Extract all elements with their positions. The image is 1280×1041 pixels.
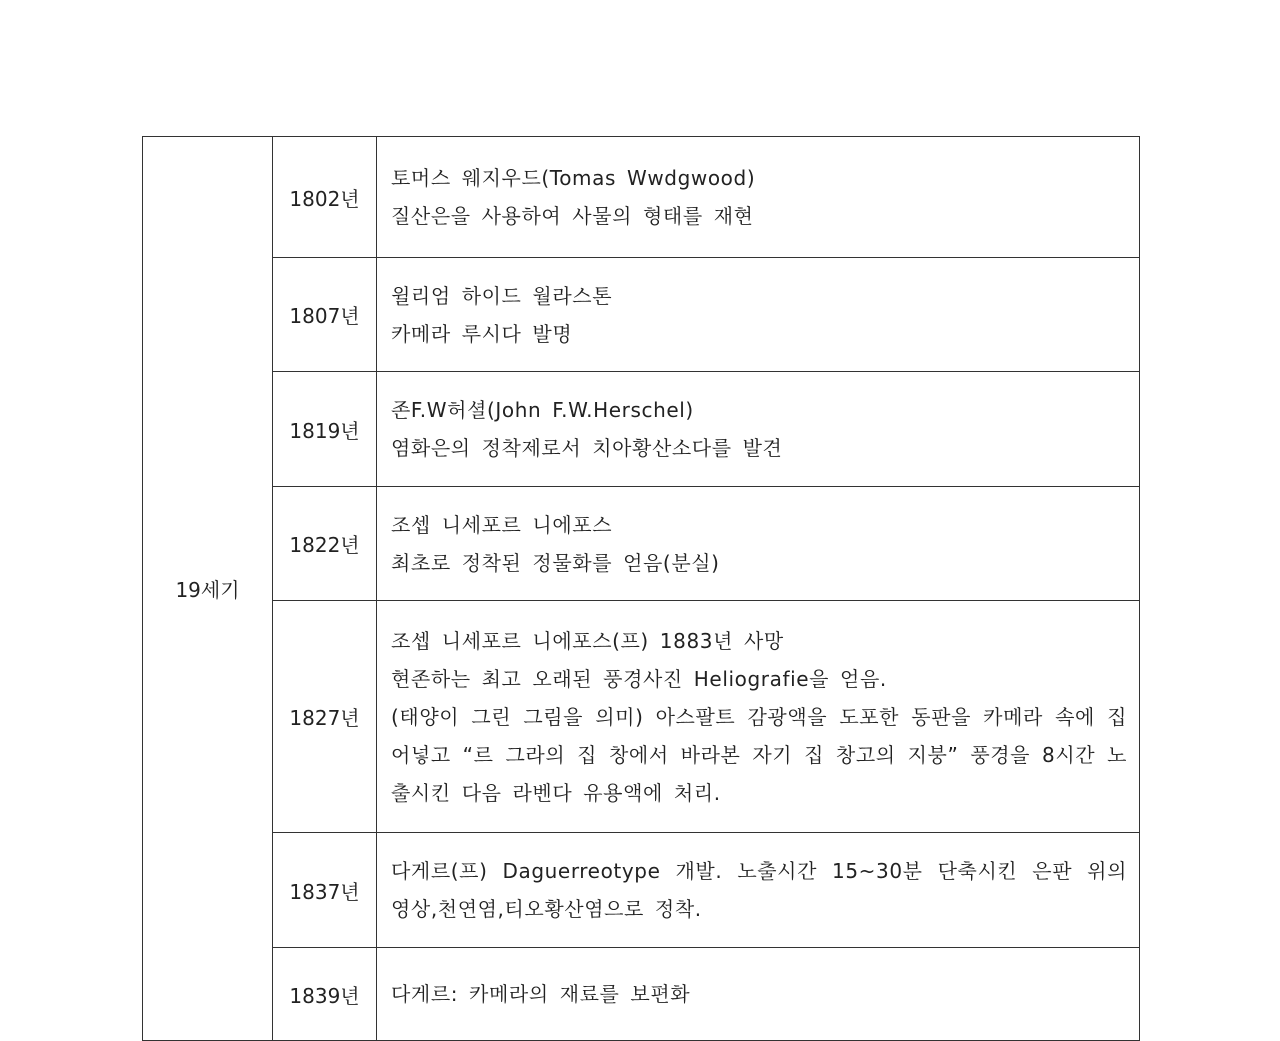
description-cell	[377, 833, 1140, 948]
description-line: 현존하는 최고 오래된 풍경사진 Heliografie을 얻음.	[391, 666, 887, 691]
table-row	[143, 372, 1140, 487]
year-cell: 1839년	[273, 948, 377, 1041]
description-line: 염화은의 정착제로서 치아황산소다를 발견	[391, 436, 783, 460]
year-cell: 1822년	[273, 487, 377, 601]
table-row	[143, 601, 1140, 833]
description-cell	[377, 601, 1140, 833]
description-line: (태양이 그린 그림을 의미) 아스팔트 감광액을 도포한 동판을 카메라 속에 집어넣고 “르 그라의 집 창에서 바라본 자기 집 창고의 지붕” 풍경을 8시간 노출시킨 다음 라벤다 유용액에 처리.	[391, 704, 1127, 805]
description-line: 최초로 정착된 정물화를 얻음(분실)	[391, 550, 720, 575]
year-cell: 1819년	[273, 372, 377, 487]
year-cell: 1827년	[273, 601, 377, 833]
description-line: 다게르: 카메라의 재료를 보편화	[391, 982, 691, 1006]
description-line: 윌리엄 하이드 월라스톤	[391, 283, 613, 308]
year-cell: 1807년	[273, 258, 377, 372]
century-cell: 19세기	[143, 137, 273, 1041]
table-row	[143, 137, 1140, 258]
description-cell	[377, 137, 1140, 258]
description-line: 존F.W허셜(John F.W.Herschel)	[391, 398, 694, 422]
description-cell	[377, 487, 1140, 601]
description-line: 카메라 루시다 발명	[391, 321, 573, 346]
description-line: 조셉 니세포르 니에포스(프) 1883년 사망	[391, 628, 784, 653]
history-table	[142, 136, 1140, 1041]
description-line: 다게르(프) Daguerreotype 개발. 노출시간 15~30분 단축시킨 은판 위의 영상,천연염,티오황산염으로 정착.	[391, 859, 1127, 921]
year-cell: 1802년	[273, 137, 377, 258]
description-line: 질산은을 사용하여 사물의 형태를 재현	[391, 204, 754, 228]
description-cell	[377, 258, 1140, 372]
description-line: 토머스 웨지우드(Tomas Wwdgwood)	[391, 166, 756, 190]
description-line: 조셉 니세포르 니에포스	[391, 512, 613, 537]
year-cell: 1837년	[273, 833, 377, 948]
description-cell	[377, 948, 1140, 1041]
table-row	[143, 487, 1140, 601]
table-row	[143, 948, 1140, 1041]
description-cell	[377, 372, 1140, 487]
table-row	[143, 258, 1140, 372]
table-row	[143, 833, 1140, 948]
